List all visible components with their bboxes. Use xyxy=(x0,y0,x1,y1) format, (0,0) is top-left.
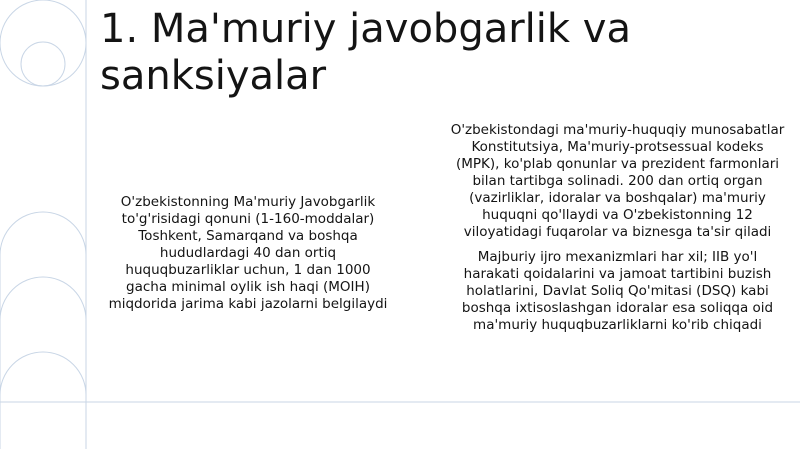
outer-circle-top xyxy=(0,0,86,86)
right-paragraph-1: O'zbekistondagi ma'muriy-huquqiy munosabatlar Konstitutsiya, Ma'muriy-protsessual kodeks (MPK), ko'plab qonunlar va prezident farmonlari bilan tartibga solinadi. 200 dan ortiq organ (vazirliklar, idoralar va boshqalar) ma'muriy huquqni qo'llaydi va O'zbekistonning 12 viloyatidagi fuqarolar va biznesga ta'sir qiladi xyxy=(450,122,785,240)
left-paragraph: O'zbekistonning Ma'muriy Javobgarlik to'g'risidagi qonuni (1-160-moddalar) Toshkent, Samarqand va boshqa hududlardagi 40 dan ortiq huquqbuzarliklar uchun, 1 dan 1000 gacha minimal oylik ish haqi (MOIH) miqdorida jarima kabi jazolarni belgilaydi xyxy=(108,194,388,312)
arch-middle xyxy=(0,277,86,320)
right-paragraph-2: Majburiy ijro mexanizmlari har xil; IIB yo'l harakati qoidalarini va jamoat tartibini buzish holatlarini, Davlat Soliq Qo'mitasi (DSQ) kabi boshqa ixtisoslashgan idoralar esa soliqqa oid ma'muriy huquqbuzarliklarni ko'rib chiqadi xyxy=(461,249,774,333)
right-text-column xyxy=(450,122,785,342)
inner-circle-top xyxy=(21,42,65,86)
arch-upper xyxy=(0,212,86,255)
slide-title: 1. Ma'muriy javobgarlik va sanksiyalar xyxy=(100,6,631,99)
arch-lower xyxy=(0,352,86,395)
left-text-column xyxy=(103,194,393,321)
